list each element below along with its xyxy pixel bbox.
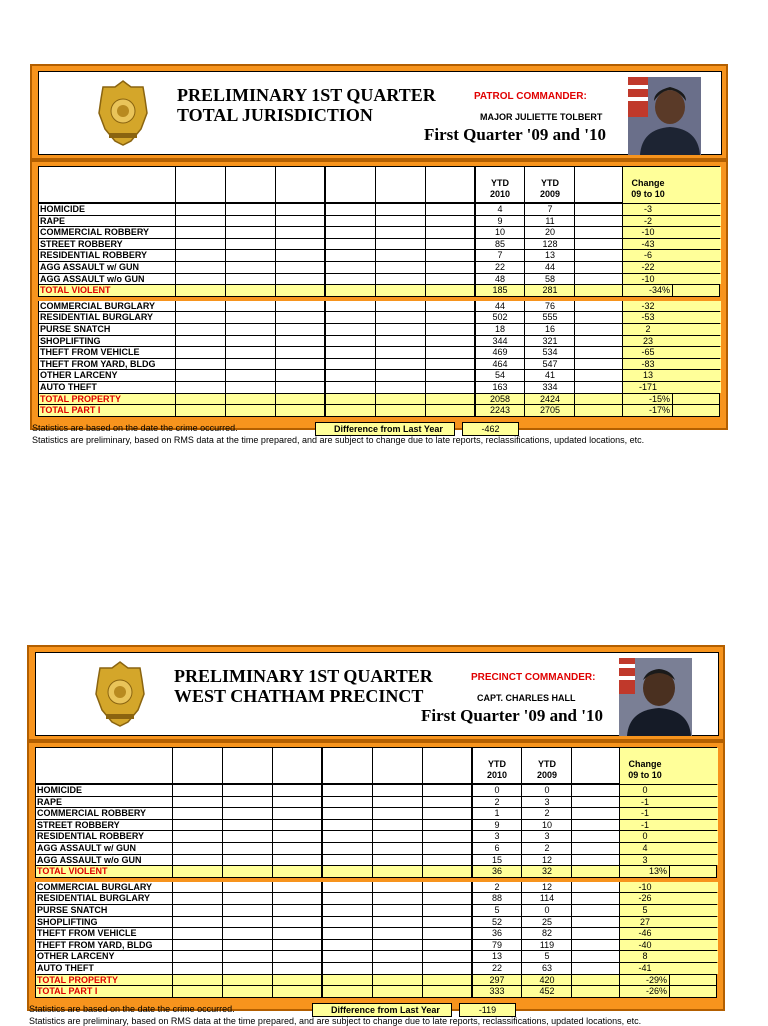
change-value: 13% (648, 866, 667, 877)
crime-table (30, 160, 728, 430)
table-row (35, 963, 717, 975)
difference-label: Difference from Last Year (331, 1005, 440, 1015)
crime-label: AUTO THEFT (37, 962, 94, 973)
footnote-preliminary: Statistics are preliminary, based on RMS data at the time prepared, and are subject to change due to late reports, reclassifications, updated locations, etc. (29, 1016, 642, 1026)
report-title-line1: PRELIMINARY 1ST QUARTER (174, 666, 433, 686)
change-value: -40 (638, 939, 652, 950)
crime-table (27, 741, 725, 1011)
table-row (35, 831, 717, 843)
ytd-2010-value: 163 (492, 381, 508, 392)
table-row (38, 312, 720, 324)
ytd-2009-value: 321 (542, 335, 558, 346)
crime-label: AGG ASSAULT w/o GUN (37, 854, 142, 865)
ytd-2010-value: 9 (494, 819, 500, 830)
table-row (35, 855, 717, 867)
total-row (38, 285, 720, 297)
change-value: -53 (641, 312, 655, 323)
table-row (35, 882, 717, 894)
table-row (38, 301, 720, 313)
change-value: 3 (642, 854, 648, 865)
ytd-2009-value: 76 (544, 300, 555, 311)
table-row (38, 382, 720, 394)
ytd-2010-value: 36 (491, 866, 502, 877)
table-row (38, 370, 720, 382)
change-value: -1 (640, 819, 649, 830)
crime-label: SHOPLIFTING (37, 916, 98, 927)
table-row (38, 227, 720, 239)
crime-label: OTHER LARCENY (37, 951, 115, 962)
crime-label: TOTAL VIOLENT (40, 285, 111, 296)
ytd-2009-value: 25 (541, 916, 552, 927)
ytd-2009-value: 11 (545, 215, 555, 226)
total-row (35, 986, 717, 998)
change-value: -65 (641, 347, 655, 358)
crime-label: OTHER LARCENY (40, 370, 118, 381)
commander-photo (619, 658, 692, 736)
report-period: First Quarter '09 and '10 (424, 125, 606, 144)
crime-label: RAPE (37, 796, 63, 807)
report-period: First Quarter '09 and '10 (421, 706, 603, 725)
change-value: -171 (638, 381, 657, 392)
table-row (35, 951, 717, 963)
crime-label: COMMERCIAL ROBBERY (37, 808, 147, 819)
crime-label: RESIDENTIAL BURGLARY (40, 312, 154, 323)
ytd-2009-value: 41 (544, 370, 555, 381)
change-value: -1 (640, 796, 649, 807)
ytd-2010-value: 469 (492, 347, 508, 358)
change-value: -22 (641, 261, 655, 272)
commander-label: PRECINCT COMMANDER: (471, 672, 596, 683)
col-change-line2: 09 to 10 (631, 189, 665, 199)
change-value: 27 (639, 916, 650, 927)
ytd-2009-value: 2 (544, 842, 550, 853)
ytd-2009-value: 44 (544, 261, 555, 272)
change-value: -83 (641, 358, 655, 369)
ytd-2009-value: 32 (541, 866, 552, 877)
change-value: 2 (645, 323, 651, 334)
ytd-2009-value: 20 (544, 227, 555, 238)
ytd-2010-value: 88 (491, 893, 502, 904)
ytd-2009-value: 555 (542, 312, 558, 323)
report-title-line1: PRELIMINARY 1ST QUARTER (177, 85, 436, 105)
ytd-2010-value: 48 (494, 273, 505, 284)
change-value: -26 (638, 893, 652, 904)
change-value: 0 (642, 831, 648, 842)
ytd-2010-value: 502 (492, 312, 508, 323)
ytd-2010-value: 10 (494, 227, 505, 238)
change-value: -10 (638, 881, 652, 892)
col-ytd2009-line2: 2009 (539, 189, 561, 199)
change-value: -15% (648, 393, 670, 404)
ytd-2010-value: 2 (494, 881, 500, 892)
crime-label: HOMICIDE (40, 204, 85, 214)
col-ytd2009-line1: YTD (538, 759, 556, 769)
total-row (35, 975, 717, 987)
crime-label: PURSE SNATCH (37, 904, 108, 915)
ytd-2009-value: 114 (539, 893, 555, 904)
ytd-2009-value: 334 (542, 381, 558, 392)
difference-label-box (312, 1003, 452, 1017)
crime-label: THEFT FROM YARD, BLDG (37, 939, 153, 950)
ytd-2009-value: 12 (541, 881, 552, 892)
change-value: 4 (642, 842, 648, 853)
crime-label: TOTAL PROPERTY (37, 974, 119, 985)
col-change-line1: Change (628, 759, 662, 769)
crime-label: HOMICIDE (37, 785, 82, 795)
ytd-2010-value: 3 (494, 831, 500, 842)
ytd-2010-value: 79 (491, 939, 502, 950)
ytd-2009-value: 7 (547, 204, 553, 214)
ytd-2009-value: 420 (539, 974, 555, 985)
crime-label: TOTAL PART I (40, 405, 101, 416)
crime-label: THEFT FROM VEHICLE (40, 347, 140, 358)
ytd-2009-value: 119 (539, 939, 555, 950)
change-value: -41 (638, 962, 652, 973)
ytd-2010-value: 344 (492, 335, 508, 346)
change-value: -6 (643, 250, 652, 261)
change-value: 13 (642, 370, 653, 381)
table-row (35, 893, 717, 905)
difference-label: Difference from Last Year (334, 424, 443, 434)
col-ytd2010-line1: YTD (488, 759, 506, 769)
col-ytd2010-line2: 2010 (486, 770, 508, 780)
crime-label: AGG ASSAULT w/ GUN (40, 261, 139, 272)
change-value: -34% (648, 285, 670, 296)
ytd-2010-value: 2058 (489, 393, 511, 404)
crime-label: STREET ROBBERY (37, 819, 120, 830)
crime-label: COMMERCIAL BURGLARY (40, 300, 155, 311)
table-row (35, 808, 717, 820)
table-row (38, 336, 720, 348)
change-value: -43 (641, 238, 655, 249)
ytd-2010-value: 333 (489, 986, 505, 997)
change-value: -2 (643, 215, 652, 226)
crime-label: AUTO THEFT (40, 381, 97, 392)
report-title-line2: WEST CHATHAM PRECINCT (174, 686, 424, 706)
change-value: -1 (640, 808, 649, 819)
ytd-2010-value: 13 (491, 951, 502, 962)
ytd-2009-value: 3 (544, 831, 550, 842)
police-badge-icon (97, 79, 149, 147)
ytd-2009-value: 2 (544, 808, 550, 819)
change-value: -10 (641, 227, 655, 238)
ytd-2009-value: 452 (539, 986, 555, 997)
ytd-2009-value: 58 (544, 273, 555, 284)
change-value: -26% (645, 986, 667, 997)
table-row (35, 797, 717, 809)
ytd-2010-value: 9 (497, 215, 503, 226)
ytd-2010-value: 52 (491, 916, 502, 927)
change-value: -46 (638, 928, 652, 939)
table-row (35, 928, 717, 940)
crime-label: TOTAL VIOLENT (37, 866, 108, 877)
ytd-2010-value: 22 (491, 962, 502, 973)
crime-label: STREET ROBBERY (40, 238, 123, 249)
crime-label: PURSE SNATCH (40, 323, 111, 334)
table-row (38, 262, 720, 274)
difference-value: -462 (462, 422, 519, 436)
report-title-line2: TOTAL JURISDICTION (177, 105, 373, 125)
commander-label: PATROL COMMANDER: (474, 91, 587, 102)
ytd-2009-value: 2424 (539, 393, 561, 404)
table-row (38, 359, 720, 371)
table-row (38, 324, 720, 336)
ytd-2010-value: 15 (491, 854, 502, 865)
crime-label: RESIDENTIAL ROBBERY (37, 831, 145, 842)
table-row (38, 239, 720, 251)
change-value: -17% (648, 405, 670, 416)
crime-label: TOTAL PROPERTY (40, 393, 122, 404)
crime-label: COMMERCIAL ROBBERY (40, 227, 150, 238)
ytd-2010-value: 185 (492, 285, 508, 296)
commander-photo (628, 77, 701, 155)
ytd-2009-value: 0 (544, 785, 550, 795)
col-change-line2: 09 to 10 (628, 770, 662, 780)
change-value: -32 (641, 300, 655, 311)
ytd-2009-value: 3 (544, 796, 550, 807)
table-row (38, 347, 720, 359)
footnote-date: Statistics are based on the date the crime occurred. (32, 423, 238, 433)
ytd-2009-value: 2705 (539, 405, 561, 416)
ytd-2010-value: 6 (494, 842, 500, 853)
crime-label: RESIDENTIAL ROBBERY (40, 250, 148, 261)
table-row (38, 250, 720, 262)
table-row (35, 785, 717, 797)
table-row (38, 204, 720, 216)
column-header-row (35, 747, 717, 785)
total-row (38, 394, 720, 406)
change-value: 0 (642, 785, 648, 795)
col-change-line1: Change (631, 178, 665, 188)
report-header (30, 64, 728, 160)
report-header (27, 645, 725, 741)
ytd-2009-value: 16 (544, 323, 555, 334)
ytd-2009-value: 0 (544, 904, 550, 915)
ytd-2009-value: 534 (542, 347, 558, 358)
ytd-2009-value: 82 (541, 928, 552, 939)
col-ytd2010-line2: 2010 (489, 189, 511, 199)
crime-label: SHOPLIFTING (40, 335, 101, 346)
col-ytd2009-line1: YTD (541, 178, 559, 188)
ytd-2010-value: 7 (497, 250, 503, 261)
ytd-2010-value: 464 (492, 358, 508, 369)
commander-name: MAJOR JULIETTE TOLBERT (480, 112, 603, 122)
ytd-2010-value: 22 (494, 261, 505, 272)
difference-label-box (315, 422, 455, 436)
ytd-2010-value: 1 (494, 808, 500, 819)
ytd-2010-value: 36 (491, 928, 502, 939)
crime-label: AGG ASSAULT w/ GUN (37, 842, 136, 853)
police-badge-icon (94, 660, 146, 728)
ytd-2009-value: 128 (542, 238, 558, 249)
table-rows (35, 785, 717, 998)
table-row (35, 820, 717, 832)
ytd-2010-value: 297 (489, 974, 505, 985)
ytd-2010-value: 85 (494, 238, 505, 249)
table-row (35, 917, 717, 929)
column-header-row (38, 166, 720, 204)
ytd-2010-value: 54 (494, 370, 505, 381)
ytd-2009-value: 547 (542, 358, 558, 369)
change-value: 5 (642, 904, 648, 915)
ytd-2009-value: 10 (541, 819, 552, 830)
table-row (35, 843, 717, 855)
difference-value: -119 (459, 1003, 516, 1017)
change-value: -10 (641, 273, 655, 284)
change-value: -29% (645, 974, 667, 985)
table-row (35, 940, 717, 952)
crime-label: AGG ASSAULT w/o GUN (40, 273, 145, 284)
ytd-2009-value: 5 (544, 951, 550, 962)
ytd-2010-value: 4 (497, 204, 503, 214)
crime-label: TOTAL PART I (37, 986, 98, 997)
change-value: 8 (642, 951, 648, 962)
crime-label: THEFT FROM YARD, BLDG (40, 358, 156, 369)
col-ytd2009-line2: 2009 (536, 770, 558, 780)
ytd-2010-value: 18 (494, 323, 505, 334)
crime-label: COMMERCIAL BURGLARY (37, 881, 152, 892)
ytd-2010-value: 5 (494, 904, 500, 915)
ytd-2009-value: 281 (542, 285, 558, 296)
table-rows (38, 204, 720, 417)
commander-name: CAPT. CHARLES HALL (477, 693, 576, 703)
ytd-2009-value: 12 (541, 854, 552, 865)
col-ytd2010-line1: YTD (491, 178, 509, 188)
table-row (35, 905, 717, 917)
ytd-2010-value: 44 (494, 300, 505, 311)
crime-label: THEFT FROM VEHICLE (37, 928, 137, 939)
table-row (38, 274, 720, 286)
ytd-2009-value: 13 (544, 250, 555, 261)
crime-label: RAPE (40, 215, 66, 226)
footnote-date: Statistics are based on the date the crime occurred. (29, 1004, 235, 1014)
total-row (38, 405, 720, 417)
table-row (38, 216, 720, 228)
ytd-2010-value: 2243 (489, 405, 511, 416)
change-value: 23 (642, 335, 653, 346)
ytd-2010-value: 0 (494, 785, 500, 795)
ytd-2010-value: 2 (494, 796, 500, 807)
footnote-preliminary: Statistics are preliminary, based on RMS data at the time prepared, and are subject to change due to late reports, reclassifications, updated locations, etc. (32, 435, 645, 445)
ytd-2009-value: 63 (541, 962, 552, 973)
crime-label: RESIDENTIAL BURGLARY (37, 893, 151, 904)
total-row (35, 866, 717, 878)
change-value: -3 (643, 204, 652, 214)
